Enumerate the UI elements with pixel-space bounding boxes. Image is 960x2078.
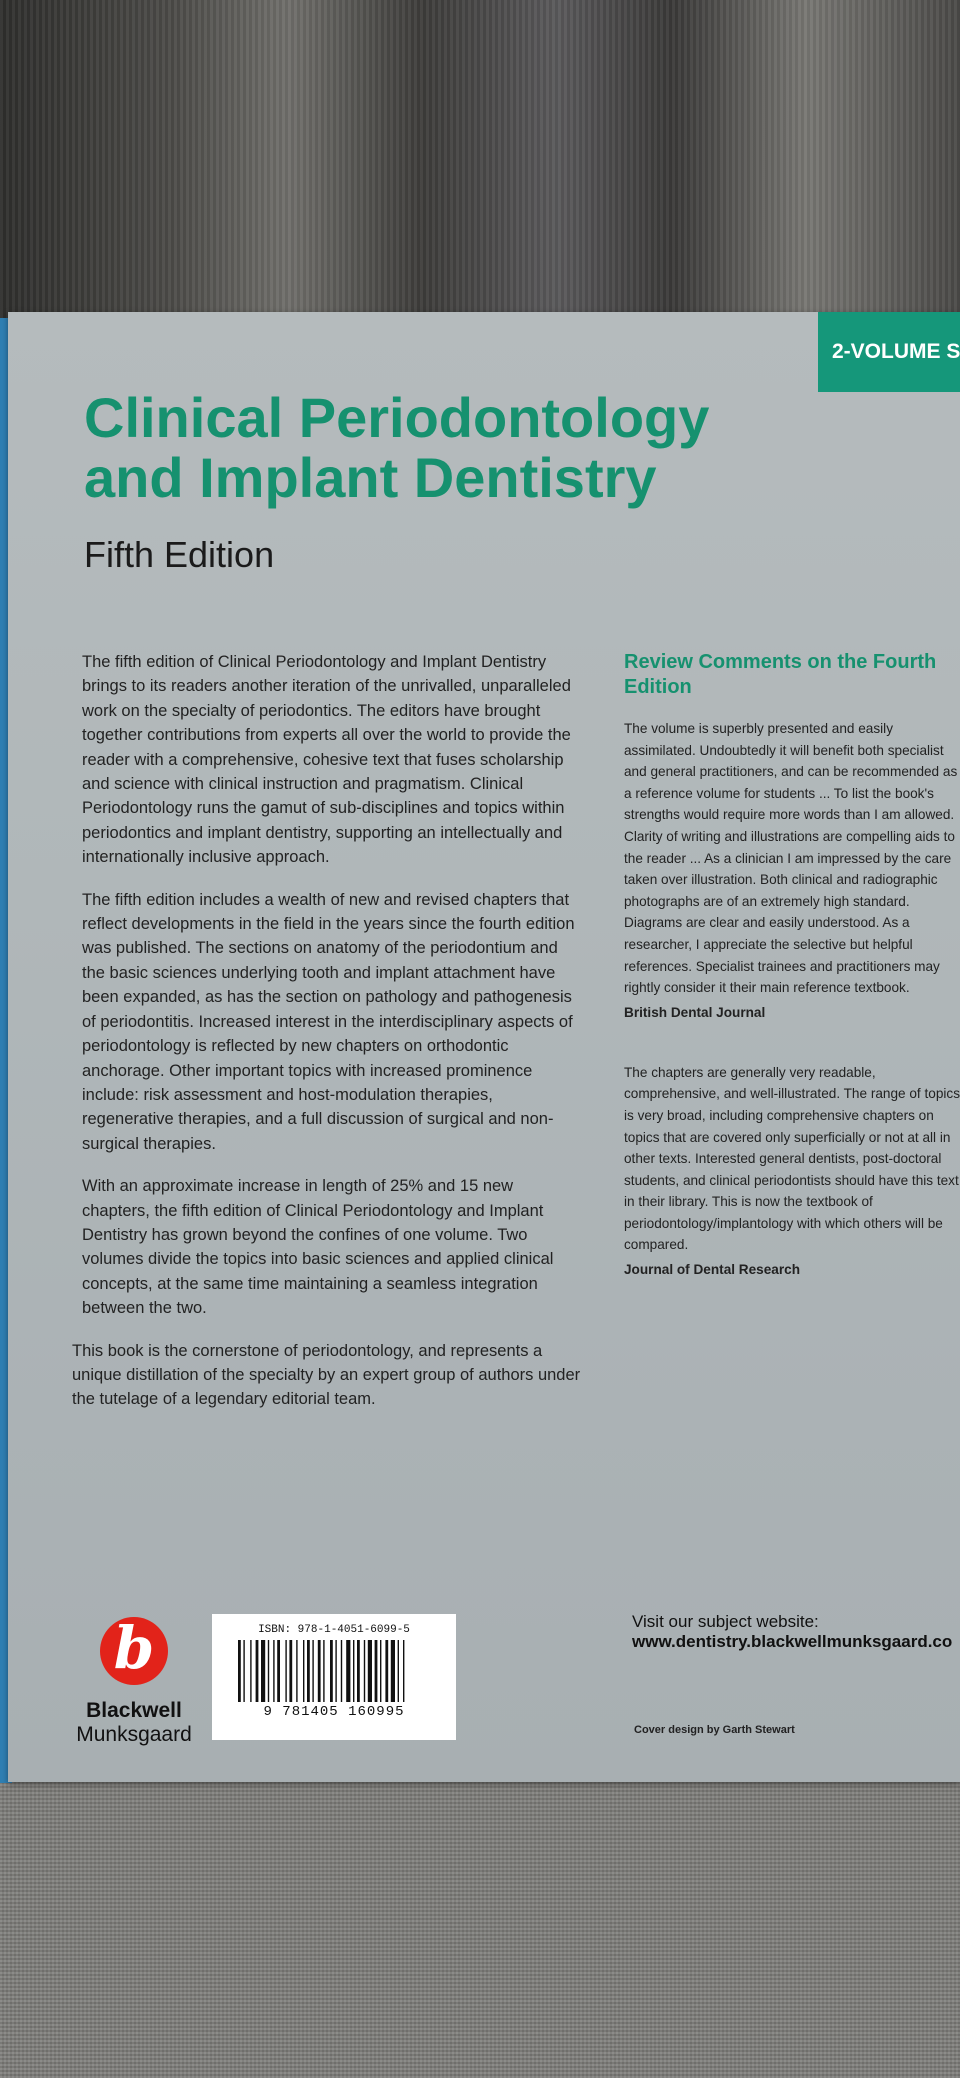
barcode-icon [234,1640,434,1702]
description-column [72,650,584,1430]
book-title-line-1: Clinical Periodontology [84,386,710,449]
book-title [84,388,709,508]
barcode-bar [289,1640,292,1702]
barcode-bar [398,1640,399,1702]
reviews-column [624,650,960,1319]
barcode-bar [285,1640,286,1702]
barcode-bar [391,1640,395,1702]
barcode-bar [403,1640,404,1702]
barcode-bar [341,1640,342,1702]
barcode-bar [346,1640,350,1702]
cover-design-credit: Cover design by Garth Stewart [634,1724,795,1736]
barcode-bar [261,1640,265,1702]
barcode-bar [307,1640,310,1702]
background-fabric-top [0,0,960,320]
book-title-line-2: and Implant Dentistry [84,446,657,509]
barcode-digits: 9 781405 160995 [263,1704,405,1720]
barcode-bar [296,1640,297,1702]
book-back-cover [8,312,960,1782]
website-url-link[interactable]: www.dentistry.blackwellmunksgaard.co [632,1632,953,1651]
barcode-bar [256,1640,259,1702]
barcode-bar [303,1640,304,1702]
barcode-bar [335,1640,336,1702]
barcode-bar [268,1640,269,1702]
subject-website [632,1612,960,1652]
review-text: The volume is superbly presented and easily assimilated. Undoubtedly it will benefit both specialist and general practitioners, and can be recommended as a reference volume for students ... To list the book's strengths would require more words than I am allowed. Clarity of writing and illustrations are compelling aids to the reader ... As a clinician I am impressed by the care taken over illustration. Both clinical and radiographic photographs are of an extremely high standard. Diagrams are clear and easily understood. As a researcher, I appreciate the selective but helpful references. Specialist trainees and practitioners may rightly consider it their main reference textbook. [624,721,958,996]
barcode-bar [243,1640,244,1702]
barcode-bar [368,1640,372,1702]
barcode-bar [238,1640,241,1702]
publisher-name: Blackwell [86,1699,182,1722]
barcode-bar [353,1640,354,1702]
volume-set-badge: 2-VOLUME S [818,312,960,392]
review-source: British Dental Journal [624,1004,766,1020]
reviews-heading: Review Comments on the Fourth Edition [624,651,937,698]
barcode-bar [273,1640,274,1702]
review-item [624,1062,960,1277]
isbn-text: ISBN: 978-1-4051-6099-5 [258,1624,410,1636]
barcode-bar [375,1640,378,1702]
barcode-bar [312,1640,313,1702]
publisher-logo [64,1614,204,1747]
description-paragraph-2: The fifth edition includes a wealth of new and revised chapters that reflect developments in the field in the years since the fourth edition was published. The sections on anatomy of the periodontium and the basic sciences underlying tooth and implant attachment have been expanded, as has the section on pathology and pathogenesis of periodontitis. Increased interest in the interdisciplinary aspects of periodontology is reflected by new chapters on orthodontic anchorage. Other important topics with increased prominence include: risk assessment and host-modulation therapies, regenerative therapies, and a full discussion of surgical and non-surgical therapies. [82,890,575,1153]
barcode-bar [385,1640,388,1702]
review-item [624,718,960,1020]
barcode-bar [277,1640,280,1702]
review-source: Journal of Dental Research [624,1262,801,1278]
website-label: Visit our subject website: [632,1612,819,1631]
publisher-subname: Munksgaard [76,1723,192,1746]
barcode-bar [380,1640,381,1702]
barcode-bar [330,1640,333,1702]
description-paragraph-4: This book is the cornerstone of periodontology, and represents a unique distillation of the specialty by an expert group of authors under the tutelage of a legendary editorial team. [72,1341,581,1409]
description-paragraph-3: With an approximate increase in length of 25% and 15 new chapters, the fifth edition of Clinical Periodontology and Implant Dentistry has grown beyond the confines of one volume. Two volumes divide the topics into basic sciences and applied clinical concepts, at the same time maintaining a seamless integration between the two. [82,1177,554,1318]
edition-label: Fifth Edition [84,534,275,575]
description-paragraph-1: The fifth edition of Clinical Periodontology and Implant Dentistry brings to its readers another iteration of the unrivalled, unparalleled work on the specialty of periodontics. The editors have brought together contributions from experts all over the world to provide the reader with a comprehensive, cohesive text that fuses scholarship and science with clinical instruction and pragmatism. Clinical Periodontology runs the gamut of sub-disciplines and topics within periodontics and implant dentistry, supporting an intellectually and internationally inclusive approach. [82,653,571,867]
barcode-bar [318,1640,321,1702]
publisher-mark-icon: b [100,1617,168,1685]
background-fabric-bottom [0,1780,960,2078]
barcode-label [212,1614,456,1740]
barcode-bar [364,1640,365,1702]
barcode-bar [250,1640,251,1702]
barcode-bar [323,1640,324,1702]
review-text: The chapters are generally very readable, comprehensive, and well-illustrated. The range of topics is very broad, including comprehensive chapters on topics that are covered only superficially or not at all in other texts. Interested general dentists, post-doctoral students, and clinical periodontists should have this text in their library. This is now the textbook of periodontology/implantology with which others will be compared. [624,1064,960,1253]
barcode-bar [357,1640,360,1702]
